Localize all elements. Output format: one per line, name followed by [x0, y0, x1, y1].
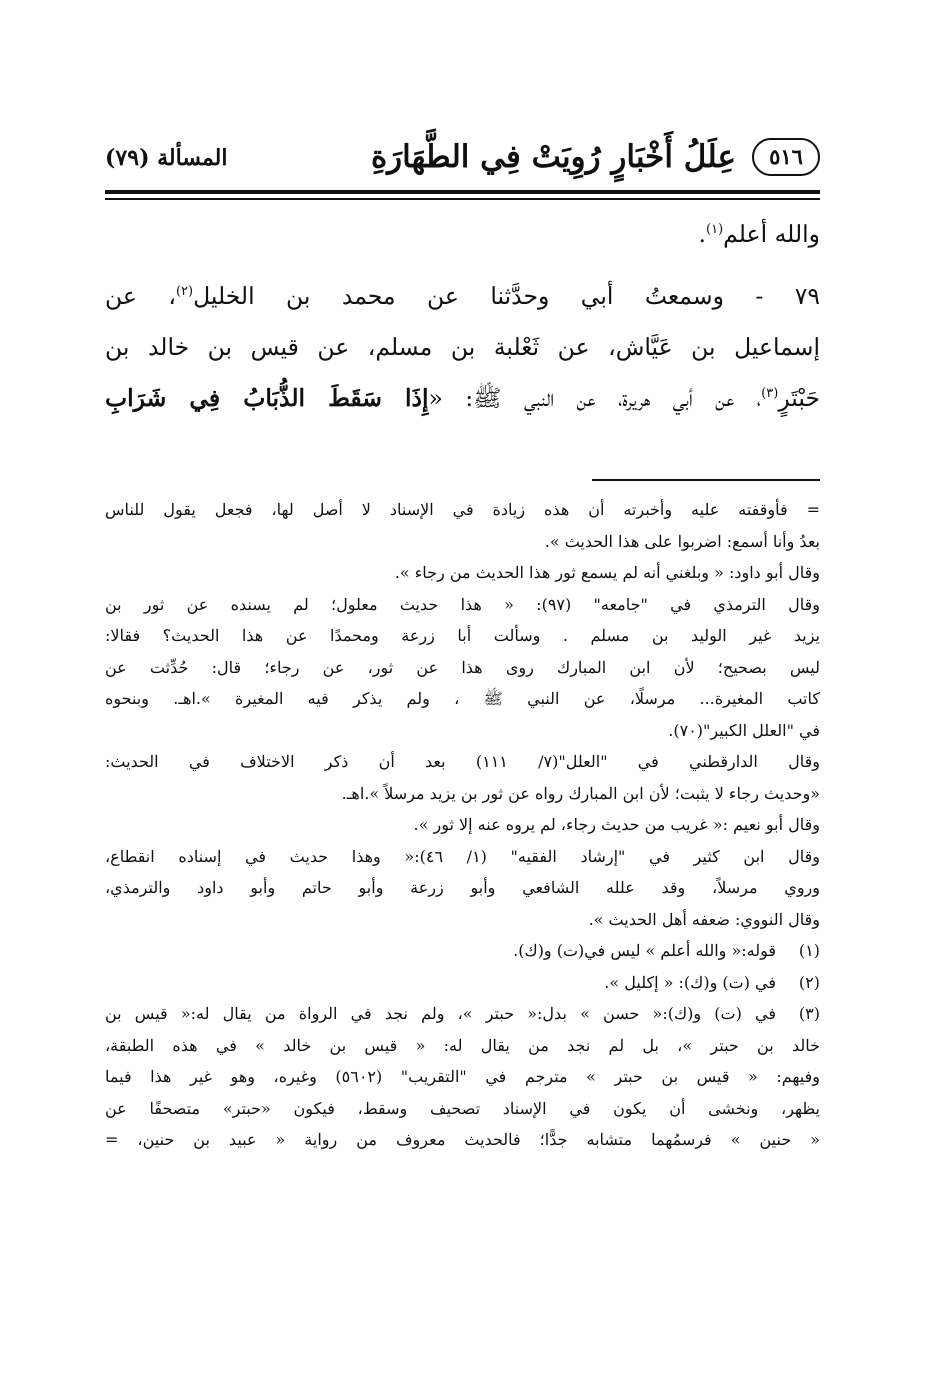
hadith-line-1-text: ٧٩ - وسمعتُ أبي وحدَّثنا عن محمد بن الخليل	[193, 282, 820, 310]
hadith-line-2	[105, 322, 820, 373]
hadith-line-3	[105, 373, 820, 424]
footnote-line: في "العلل الكبير"(٧٠).	[668, 720, 820, 740]
footnote-line: في (ت) و(ك):« حسن » بدل:« حبتر »، ولم نجد في الرواة من يقال له:« قيس بن	[105, 1004, 776, 1023]
footnote-2	[105, 967, 820, 999]
footnote-line: وقال الدارقطني في "العلل"(٧/ ١١١) بعد أن ذكر الاختلاف في الحديث:	[105, 752, 820, 771]
footnote-line: خالد بن حبتر »، بل لم نجد من يقال له: « قيس بن خالد » في هذه الطبقة،	[105, 1035, 820, 1055]
closing-text: والله أعلم	[723, 220, 820, 248]
footnote-number: (١)	[798, 941, 820, 960]
footnote-line: = فأوقفته عليه وأخبرته أن هذه زيادة في الإسناد لا أصل لها، فجعل يقول للناس	[105, 500, 820, 519]
footnote-line: قوله:« والله أعلم » ليس في(ت) و(ك).	[513, 941, 776, 960]
footnote-3-continuation	[105, 1030, 820, 1156]
closing-line	[105, 205, 820, 263]
footnote-line: وقال النووي: ضعفه أهل الحديث ».	[588, 909, 820, 929]
footnote-line: ليس بصحيح؛ لأن ابن المبارك روى هذا عن ثور، عن رجاء؛ قال: حُدِّثت عن	[105, 657, 820, 677]
footnote-number: (٢)	[798, 972, 820, 992]
hadith-paragraph	[105, 271, 820, 424]
footnote-line: كاتب المغيرة... مرسلًا، عن النبي ﷺ ، ولم يذكر فيه المغيرة ».اهـ. وبنحوه	[105, 689, 820, 708]
footnote-line: وفيهم: « قيس بن حبتر » مترجم في "التقريب" (٥٦٠٢) وغيره، وهو غير هذا فيما	[105, 1067, 820, 1086]
hadith-line-1-end: ، عن	[105, 282, 176, 310]
footnotes	[105, 494, 820, 1156]
footnote-1	[105, 935, 820, 967]
footnote-line: « حنين » فرسمُهما متشابه جدًّا؛ فالحديث معروف من رواية « عبيد بن حنين، =	[105, 1130, 820, 1149]
header-rule-thin	[105, 198, 820, 200]
closing-end: .	[698, 220, 706, 248]
hadith-line-2-text: إسماعيل بن عَيَّاش، عن ثَعْلبة بن مسلم، عن قيس بن خالد بن	[105, 333, 820, 361]
footnote-ref-2: (٢)	[175, 284, 194, 300]
footnote-line: وقال أبو نعيم :« غريب من حديث رجاء، لم يروه عنه إلا ثور ».	[413, 815, 820, 834]
footnote-line: بعدُ وأنا أسمع: اضربوا على هذا الحديث ».	[544, 531, 820, 551]
footnote-3	[105, 998, 820, 1030]
footnote-ref-3: (٣)	[761, 386, 779, 402]
footnote-line: وقال الترمذي في "جامعه" (٩٧): « هذا حديث معلول؛ لم يسنده عن ثور بن	[105, 594, 820, 614]
page-header	[105, 132, 820, 184]
book-title: عِلَلُ أَخْبَارٍ رُوِيَتْ فِي الطَّهَارَةِ	[370, 139, 736, 175]
footnote-line: يزيد غير الوليد بن مسلم . وسألت أبا زرعة ومحمدًا عن هذا الحديث؟ فقالا:	[105, 626, 820, 645]
footnote-line: وقال ابن كثير في "إرشاد الفقيه" (١/ ٤٦):« وهذا حديث في إسناده انقطاع،	[105, 846, 820, 866]
footnote-separator	[592, 479, 820, 481]
footnote-line: وروي مرسلاً، وقد علله الشافعي وأبو زرعة وأبو حاتم وأبو داود والترمذي،	[105, 878, 820, 897]
footnote-number: (٣)	[798, 1004, 820, 1023]
hadith-line-1	[105, 271, 820, 322]
issue-label: المسألة (٧٩)	[105, 145, 228, 171]
footnote-line: في (ت) و(ك): « إكليل ».	[604, 972, 776, 992]
footnote-line: وقال أبو داود: « وبلغني أنه لم يسمع ثور هذا الحديث من رجاء ».	[394, 563, 820, 582]
main-text	[105, 205, 820, 424]
footnote-line: يظهر، ونخشى أن يكون في الإسناد تصحيف وسقط، فيكون «حبتر» متصحفًا عن	[105, 1098, 820, 1118]
footnote-continuation	[105, 494, 820, 935]
footnote-ref-1: (١)	[706, 222, 724, 238]
footnote-line: «وحديث رجاء لا يثبت؛ لأن ابن المبارك رواه عن ثور بن يزيد مرسلاً ».اهـ.	[341, 783, 820, 803]
header-rule-thick	[105, 190, 820, 194]
hadith-quote: إِذَا سَقَطَ الذُّبَابُ فِي شَرَابِ	[105, 384, 429, 412]
page-number-badge: ٥١٦	[752, 138, 820, 176]
hadith-line-3-text: ، عن أبي هريرة، عن النبي ﷺ: «	[428, 384, 762, 412]
hadith-line-3-name: حَبْتَرٍ	[778, 384, 820, 412]
